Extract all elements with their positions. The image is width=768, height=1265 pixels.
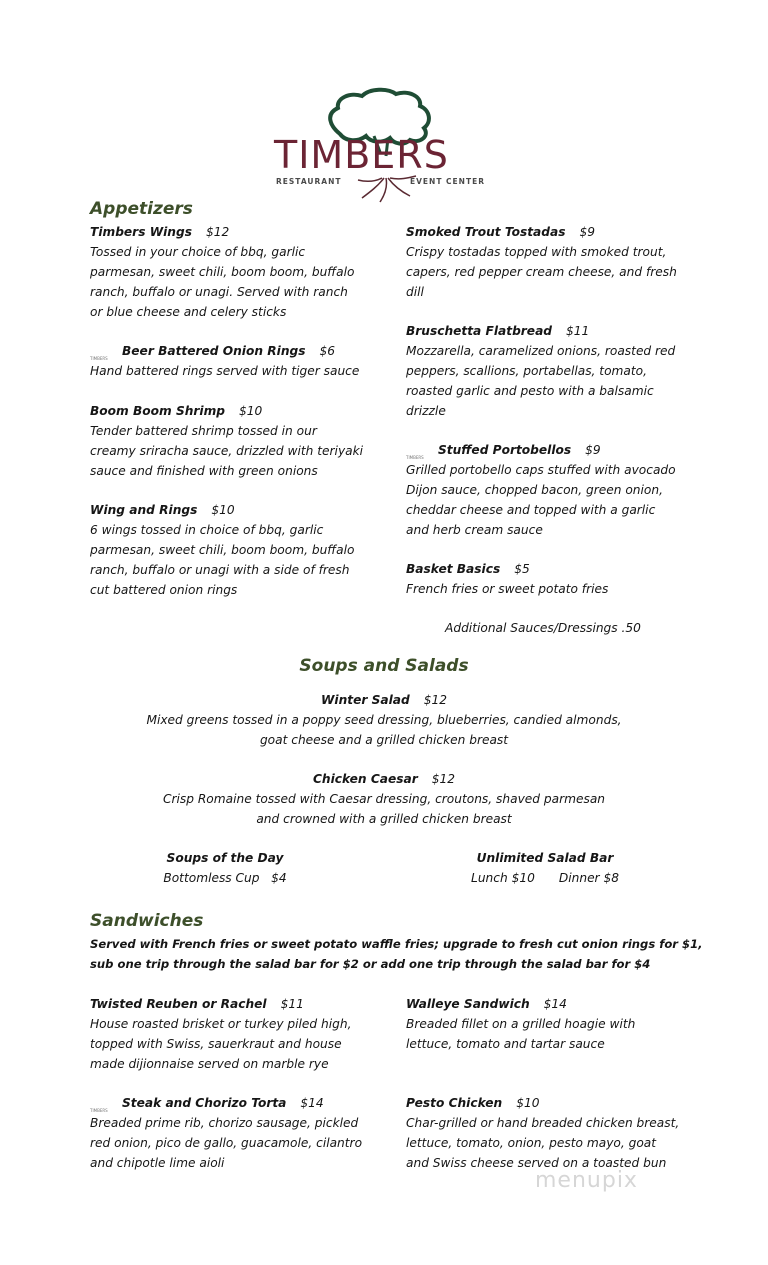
intro-line: Served with French fries or sweet potato waffle fries; upgrade to fresh cut onion rings for $1, [90, 937, 703, 951]
item-title: Unlimited Salad Bar [476, 851, 614, 865]
dinner-price: Dinner $8 [558, 871, 619, 885]
item-title: Walleye Sandwich [406, 997, 530, 1011]
item-title: Bruschetta Flatbread [406, 324, 553, 338]
item-desc-line: Tender battered shrimp tossed in our [90, 424, 317, 438]
item-desc-line: dill [406, 285, 424, 299]
item-title: Steak and Chorizo Torta [122, 1096, 287, 1110]
item-desc-line: peppers, scallions, portabellas, tomato, [406, 364, 647, 378]
item-desc-line: Mozzarella, caramelized onions, roasted red [406, 344, 676, 358]
item-price: $9 [579, 225, 595, 239]
item-price: $14 [300, 1096, 324, 1110]
item-desc-line: cheddar cheese and topped with a garlic [406, 503, 656, 517]
item-price: $9 [585, 443, 601, 457]
item-desc-line: goat cheese and a grilled chicken breast [259, 733, 509, 747]
item-title: Pesto Chicken [406, 1096, 503, 1110]
menu-item [90, 222, 390, 322]
menu-item [406, 321, 706, 421]
item-price: $10 [516, 1096, 540, 1110]
item-desc-line: lettuce, tomato, onion, pesto mayo, goat [406, 1136, 657, 1150]
menu-item [406, 440, 706, 540]
watermark: menupix [535, 1168, 638, 1193]
item-title: Smoked Trout Tostadas [406, 225, 566, 239]
item-desc-line: Tossed in your choice of bbq, garlic [90, 245, 306, 259]
item-desc-line: French fries or sweet potato fries [406, 582, 609, 596]
item-desc-line: topped with Swiss, sauerkraut and house [90, 1037, 342, 1051]
item-title: Wing and Rings [90, 503, 198, 517]
logo-subtitle-left: RESTAURANT [276, 177, 342, 186]
item-desc-line: Breaded fillet on a grilled hoagie with [406, 1017, 636, 1031]
item-price: $12 [205, 225, 230, 239]
item-price: $6 [319, 344, 335, 358]
menu-item [90, 994, 390, 1074]
lunch-price: Lunch $10 [471, 871, 535, 885]
item-desc-line: ranch, buffalo or unagi with a side of fresh [90, 563, 350, 577]
item-desc-line: Bottomless Cup $4 [163, 871, 287, 885]
item-desc-line: Dijon sauce, chopped bacon, green onion, [406, 483, 663, 497]
sauces-note: Additional Sauces/Dressings .50 [445, 621, 641, 635]
item-price: $12 [423, 693, 448, 707]
item-desc-line: and chipotle lime aioli [90, 1156, 225, 1170]
section-heading-sandwiches: Sandwiches [90, 911, 204, 931]
menu-item [0, 769, 768, 829]
item-desc-line: creamy sriracha sauce, drizzled with teriyaki [90, 444, 364, 458]
section-heading-soups-salads: Soups and Salads [299, 656, 469, 676]
menu-item [90, 341, 390, 381]
item-title: Twisted Reuben or Rachel [90, 997, 267, 1011]
item-price: $5 [514, 562, 530, 576]
menu-item [0, 690, 768, 750]
item-desc-line: Grilled portobello caps stuffed with avocado [406, 463, 676, 477]
item-title: Beer Battered Onion Rings [122, 344, 306, 358]
menu-item [90, 401, 390, 481]
item-desc-line: or blue cheese and celery sticks [90, 305, 287, 319]
item-desc-line: Hand battered rings served with tiger sauce [90, 364, 360, 378]
menu-item [406, 222, 706, 302]
soups-of-the-day [125, 848, 325, 888]
menu-item [90, 1093, 390, 1173]
menu-item [406, 1093, 706, 1173]
item-price: $10 [211, 503, 235, 517]
unlimited-salad-bar [440, 848, 650, 888]
signature-logo-icon: TIMBERS [90, 1107, 108, 1113]
item-desc-line: Breaded prime rib, chorizo sausage, pickled [90, 1116, 359, 1130]
item-desc-line: Char-grilled or hand breaded chicken breast, [406, 1116, 680, 1130]
sandwiches-intro [90, 934, 730, 974]
item-price: $14 [543, 997, 567, 1011]
item-title: Winter Salad [320, 693, 410, 707]
item-title: Timbers Wings [90, 225, 192, 239]
logo-wordmark: TIMBERS [274, 133, 449, 177]
section-heading-appetizers: Appetizers [90, 199, 193, 219]
menu-item [90, 500, 390, 600]
intro-line: sub one trip through the salad bar for $2 or add one trip through the salad bar for $4 [90, 957, 651, 971]
item-desc-line: ranch, buffalo or unagi. Served with ranch [90, 285, 348, 299]
item-desc-line: Mixed greens tossed in a poppy seed dressing, blueberries, candied almonds, [146, 713, 622, 727]
timbers-logo [270, 86, 500, 204]
item-desc-line: sauce and finished with green onions [90, 464, 318, 478]
item-title: Stuffed Portobellos [438, 443, 572, 457]
item-desc-line: and Swiss cheese served on a toasted bun [406, 1156, 667, 1170]
item-desc-line: and crowned with a grilled chicken breast [256, 812, 512, 826]
item-desc-line: 6 wings tossed in choice of bbq, garlic [90, 523, 324, 537]
item-desc-line: red onion, pico de gallo, guacamole, cilantro [90, 1136, 363, 1150]
item-desc-line: lettuce, tomato and tartar sauce [406, 1037, 605, 1051]
signature-logo-icon: TIMBERS [90, 355, 108, 361]
item-desc-line [440, 868, 650, 888]
item-price: $12 [431, 772, 456, 786]
menu-item [406, 994, 706, 1054]
item-desc-line: Crisp Romaine tossed with Caesar dressing, croutons, shaved parmesan [162, 792, 606, 806]
item-desc-line: House roasted brisket or turkey piled high, [90, 1017, 352, 1031]
item-desc-line: cut battered onion rings [90, 583, 238, 597]
menu-item [406, 559, 706, 599]
item-title: Chicken Caesar [312, 772, 418, 786]
item-title: Basket Basics [406, 562, 501, 576]
item-desc-line: and herb cream sauce [406, 523, 543, 537]
signature-logo-icon: TIMBERS [406, 454, 424, 460]
item-desc-line: capers, red pepper cream cheese, and fresh [406, 265, 677, 279]
item-desc-line: made dijionnaise served on marble rye [90, 1057, 329, 1071]
item-desc-line: Crispy tostadas topped with smoked trout, [406, 245, 667, 259]
item-title: Boom Boom Shrimp [90, 404, 226, 418]
logo-subtitle-right: EVENT CENTER [410, 177, 485, 186]
item-price: $11 [566, 324, 590, 338]
item-desc-line: parmesan, sweet chili, boom boom, buffalo [90, 543, 355, 557]
item-desc-line: drizzle [406, 404, 446, 418]
item-desc-line: roasted garlic and pesto with a balsamic [406, 384, 654, 398]
item-title: Soups of the Day [166, 851, 284, 865]
item-desc-line: parmesan, sweet chili, boom boom, buffalo [90, 265, 355, 279]
item-price: $10 [239, 404, 263, 418]
item-price: $11 [280, 997, 304, 1011]
